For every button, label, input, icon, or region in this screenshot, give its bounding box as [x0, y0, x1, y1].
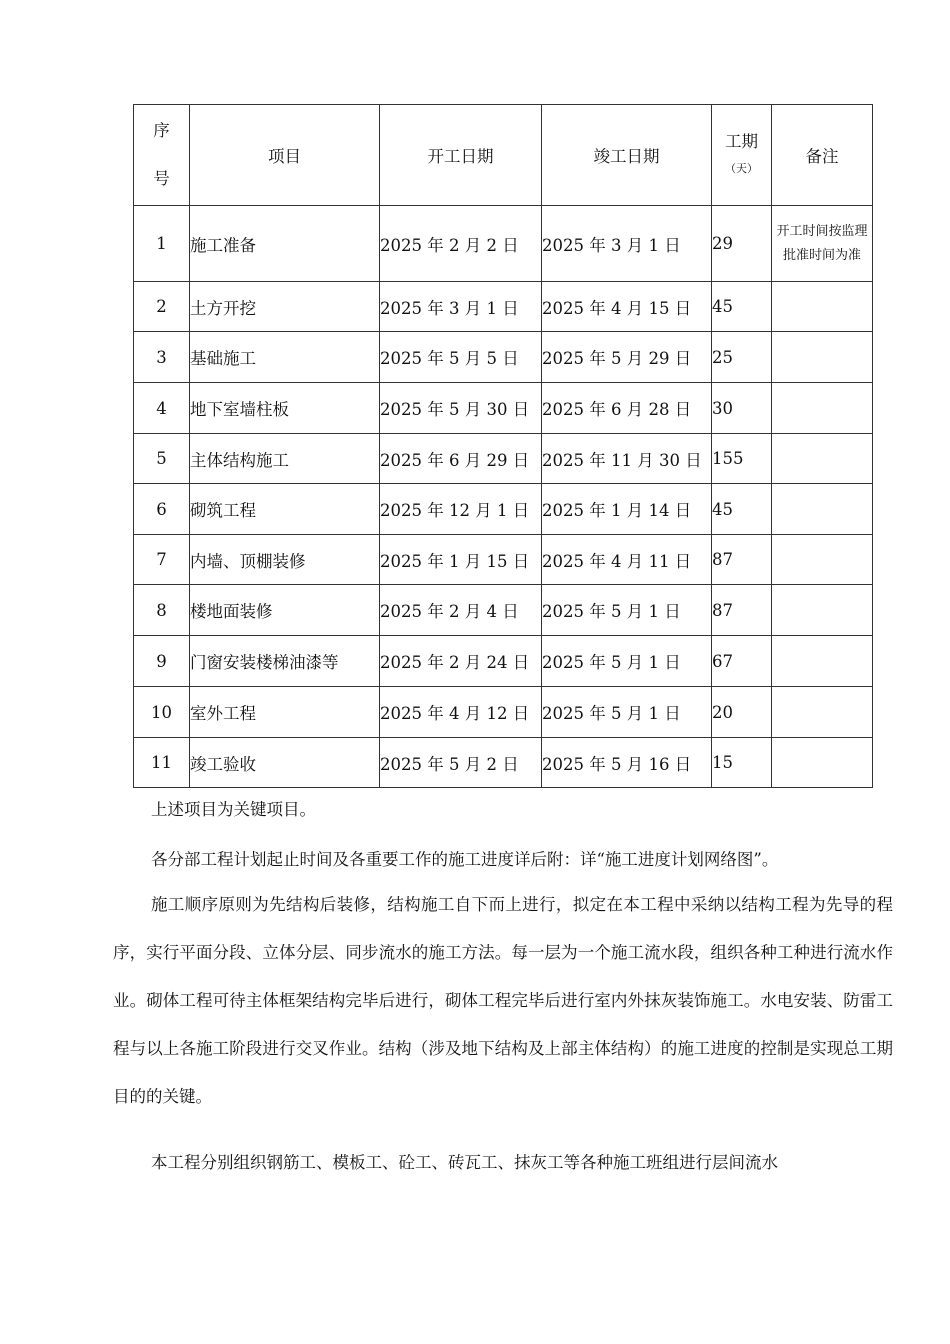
cell-duration: 87 — [712, 535, 772, 585]
table-row — [134, 687, 873, 738]
header-item: 项目 — [190, 105, 380, 206]
cell-note — [772, 738, 873, 788]
header-seq-line1: 序 — [153, 121, 170, 140]
cell-seq: 11 — [134, 738, 190, 788]
cell-duration: 87 — [712, 585, 772, 636]
cell-start-date: 2025 年 6 月 29 日 — [380, 434, 542, 484]
cell-seq: 5 — [134, 434, 190, 484]
cell-seq: 8 — [134, 585, 190, 636]
table-header-row — [134, 105, 873, 206]
paragraph-crews: 本工程分别组织钢筋工、模板工、砼工、砖瓦工、抹灰工等各种施工班组进行层间流水 — [151, 1153, 778, 1172]
cell-start-date: 2025 年 5 月 5 日 — [380, 332, 542, 383]
cell-end-date: 2025 年 5 月 1 日 — [542, 687, 712, 738]
table-row — [134, 282, 873, 332]
cell-note — [772, 484, 873, 535]
cell-seq: 2 — [134, 282, 190, 332]
cell-end-date: 2025 年 5 月 1 日 — [542, 585, 712, 636]
cell-start-date: 2025 年 2 月 2 日 — [380, 206, 542, 282]
cell-end-date: 2025 年 6 月 28 日 — [542, 383, 712, 434]
cell-seq: 3 — [134, 332, 190, 383]
cell-duration: 45 — [712, 282, 772, 332]
cell-duration: 155 — [712, 434, 772, 484]
cell-item: 内墙、顶棚装修 — [190, 535, 380, 585]
table-row — [134, 484, 873, 535]
cell-item: 土方开挖 — [190, 282, 380, 332]
cell-seq: 7 — [134, 535, 190, 585]
table-row — [134, 206, 873, 282]
cell-seq: 10 — [134, 687, 190, 738]
cell-note — [772, 434, 873, 484]
cell-duration: 29 — [712, 206, 772, 282]
cell-note — [772, 535, 873, 585]
paragraph-schedule-ref: 各分部工程计划起止时间及各重要工作的施工进度详后附：详“施工进度计划网络图”。 — [151, 850, 779, 869]
table-row — [134, 383, 873, 434]
cell-end-date: 2025 年 11 月 30 日 — [542, 434, 712, 484]
cell-seq: 9 — [134, 636, 190, 687]
cell-end-date: 2025 年 4 月 15 日 — [542, 282, 712, 332]
cell-start-date: 2025 年 3 月 1 日 — [380, 282, 542, 332]
cell-item: 主体结构施工 — [190, 434, 380, 484]
header-seq — [134, 105, 190, 206]
header-seq-line2: 号 — [153, 169, 170, 188]
cell-item: 门窗安装楼梯油漆等 — [190, 636, 380, 687]
header-end-date: 竣工日期 — [542, 105, 712, 206]
cell-note — [772, 585, 873, 636]
cell-duration: 15 — [712, 738, 772, 788]
cell-start-date: 2025 年 5 月 30 日 — [380, 383, 542, 434]
table-row — [134, 535, 873, 585]
cell-note — [772, 687, 873, 738]
cell-seq: 4 — [134, 383, 190, 434]
cell-duration: 45 — [712, 484, 772, 535]
cell-end-date: 2025 年 5 月 29 日 — [542, 332, 712, 383]
cell-start-date: 2025 年 2 月 4 日 — [380, 585, 542, 636]
cell-end-date: 2025 年 5 月 16 日 — [542, 738, 712, 788]
cell-note: 开工时间按监理批准时间为准 — [772, 206, 873, 282]
cell-item: 楼地面装修 — [190, 585, 380, 636]
header-note: 备注 — [772, 105, 873, 206]
cell-end-date: 2025 年 5 月 1 日 — [542, 636, 712, 687]
header-duration-label: 工期 — [725, 132, 758, 151]
header-duration-unit: （天） — [725, 162, 758, 175]
header-duration — [712, 105, 772, 206]
schedule-body — [134, 206, 873, 788]
paragraph-key-items: 上述项目为关键项目。 — [151, 800, 316, 819]
cell-note — [772, 332, 873, 383]
cell-item: 竣工验收 — [190, 738, 380, 788]
cell-note — [772, 636, 873, 687]
table-row — [134, 332, 873, 383]
table-row — [134, 434, 873, 484]
header-start-date: 开工日期 — [380, 105, 542, 206]
cell-start-date: 2025 年 1 月 15 日 — [380, 535, 542, 585]
cell-seq: 6 — [134, 484, 190, 535]
schedule-table — [133, 104, 873, 788]
cell-start-date: 2025 年 2 月 24 日 — [380, 636, 542, 687]
cell-duration: 20 — [712, 687, 772, 738]
cell-end-date: 2025 年 3 月 1 日 — [542, 206, 712, 282]
cell-end-date: 2025 年 4 月 11 日 — [542, 535, 712, 585]
cell-duration: 25 — [712, 332, 772, 383]
cell-item: 施工准备 — [190, 206, 380, 282]
cell-start-date: 2025 年 4 月 12 日 — [380, 687, 542, 738]
cell-note — [772, 282, 873, 332]
table-row — [134, 636, 873, 687]
cell-item: 基础施工 — [190, 332, 380, 383]
paragraph-construction-sequence: 施工顺序原则为先结构后装修，结构施工自下而上进行，拟定在本工程中采纳以结构工程为先导的程序，实行平面分段、立体分层、同步流水的施工方法。每一层为一个施工流水段，组织各种工种进行流水作业。砌体工程可待主体框架结构完毕后进行，砌体工程完毕后进行室内外抹灰装饰施工。水电安装、防雷工程与以上各施工阶段进行交叉作业。结构（涉及地下结构及上部主体结构）的施工进度的控制是实现总工期目的的关键。 — [113, 895, 893, 1106]
cell-duration: 67 — [712, 636, 772, 687]
cell-start-date: 2025 年 12 月 1 日 — [380, 484, 542, 535]
cell-seq: 1 — [134, 206, 190, 282]
cell-item: 室外工程 — [190, 687, 380, 738]
cell-item: 地下室墙柱板 — [190, 383, 380, 434]
cell-item: 砌筑工程 — [190, 484, 380, 535]
table-row — [134, 585, 873, 636]
cell-note — [772, 383, 873, 434]
cell-end-date: 2025 年 1 月 14 日 — [542, 484, 712, 535]
table-row — [134, 738, 873, 788]
cell-duration: 30 — [712, 383, 772, 434]
cell-start-date: 2025 年 5 月 2 日 — [380, 738, 542, 788]
